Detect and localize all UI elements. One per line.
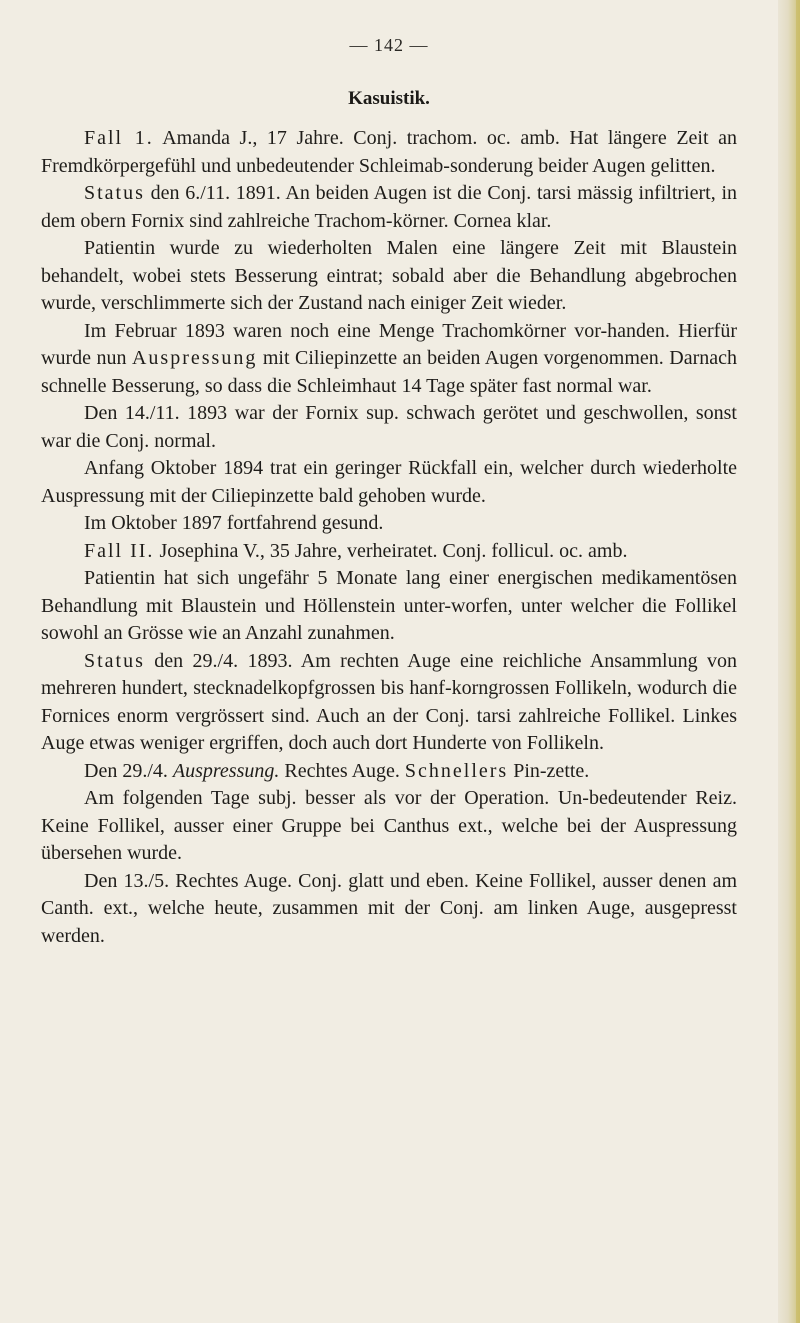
- paragraph: [41, 180, 737, 235]
- paragraph-text: Amanda J., 17 Jahre. Conj. trachom. oc. amb. Hat längere Zeit an Fremdkörpergefühl und unbedeutender Schleimab-sonderung beider Augen gelitten.: [41, 127, 737, 177]
- paragraph: [41, 868, 737, 951]
- paragraph: [41, 235, 737, 318]
- paragraph-text: Den 29./4.: [84, 759, 173, 782]
- body-text: [41, 125, 737, 950]
- paragraph: [41, 758, 737, 786]
- spaced-emphasis: Fall II.: [84, 539, 155, 562]
- paragraph-text: Patientin hat sich ungefähr 5 Monate lang einer energischen medikamentösen Behandlung mit Blaustein und Höllenstein unter-worfen, unter welcher die Follikel sowohl an Grösse wie an Anzahl zunahmen.: [41, 567, 737, 644]
- paragraph-text: den 29./4. 1893. Am rechten Auge eine reichliche Ansammlung von mehreren hundert, stecknadelkopfgrossen bis hanf-korngrossen Follikeln, wodurch die Fornices enorm vergrössert sind. Auch an der Conj. tarsi zahlreiche Follikel. Linkes Auge etwas weniger ergriffen, doch auch dort Hunderte von Follikeln.: [41, 649, 737, 754]
- paragraph: [41, 565, 737, 648]
- spaced-emphasis: Status: [84, 182, 145, 204]
- spaced-emphasis: Fall 1.: [84, 127, 154, 149]
- page-edge-line: [796, 0, 800, 1323]
- spaced-emphasis: Auspressung: [131, 347, 258, 369]
- paragraph-text: Rechtes Auge.: [279, 759, 405, 782]
- paragraph: [41, 648, 737, 758]
- paragraph-text: mit Ciliepinzette an beiden Augen vorgenommen. Darnach schnelle Besserung, so dass die Schleimhaut 14 Tage später fast normal war.: [41, 347, 737, 397]
- page-number: — 142 —: [349, 35, 429, 55]
- paragraph: [41, 125, 737, 180]
- italic-emphasis: Auspressung.: [172, 759, 280, 782]
- paragraph: [41, 400, 737, 455]
- paragraph-text: Am folgenden Tage subj. besser als vor der Operation. Un-bedeutender Reiz. Keine Follikel, ausser einer Gruppe bei Canthus ext., welche bei der Auspressung übersehen wurde.: [41, 787, 737, 864]
- paragraph-text: den 6./11. 1891. An beiden Augen ist die Conj. tarsi mässig infiltriert, in dem obern Fornix sind zahlreiche Trachom-körner. Cornea klar.: [41, 182, 737, 232]
- section-title: Kasuistik.: [348, 88, 430, 109]
- spaced-emphasis: Status: [84, 649, 145, 672]
- paragraph-text: Im Oktober 1897 fortfahrend gesund.: [84, 512, 384, 534]
- paragraph-text: Den 13./5. Rechtes Auge. Conj. glatt und eben. Keine Follikel, ausser denen am Canth. ext., welche heute, zusammen mit der Conj. am linken Auge, ausgepresst werden.: [41, 869, 737, 947]
- paragraph-text: Pin-zette.: [508, 759, 590, 782]
- paragraph-text: Den 14./11. 1893 war der Fornix sup. schwach gerötet und geschwollen, sonst war die Conj. normal.: [41, 402, 737, 452]
- paragraph: [41, 455, 737, 510]
- paragraph-text: Im Februar 1893 waren noch eine Menge Trachomkörner vor-handen. Hierfür wurde nun: [41, 319, 737, 369]
- spaced-emphasis: Schnellers: [404, 759, 509, 782]
- paragraph-text: Josephina V., 35 Jahre, verheiratet. Conj. follicul. oc. amb.: [154, 539, 628, 562]
- paragraph: [41, 510, 737, 538]
- paragraph: [41, 318, 737, 401]
- paragraph: [41, 785, 737, 868]
- paragraph-text: Patientin wurde zu wiederholten Malen eine längere Zeit mit Blaustein behandelt, wobei stets Besserung eintrat; sobald aber die Behandlung abgebrochen wurde, verschlimmerte sich der Zustand nach einiger Zeit wieder.: [41, 237, 737, 314]
- paragraph-text: Anfang Oktober 1894 trat ein geringer Rückfall ein, welcher durch wiederholte Auspressung mit der Ciliepinzette bald gehoben wurde.: [41, 457, 737, 507]
- paragraph: [41, 538, 737, 566]
